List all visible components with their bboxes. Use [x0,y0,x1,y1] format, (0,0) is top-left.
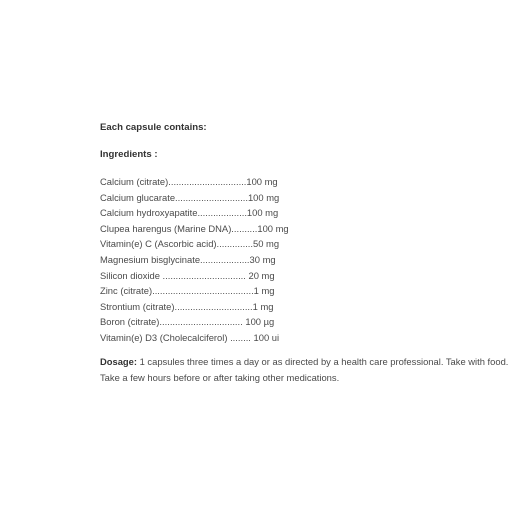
ingredient-item: Vitamin(e) D3 (Cholecalciferol) ........ 100 ui [100,331,280,343]
ingredient-item: Strontium (citrate)..............................1 mg [100,300,274,312]
ingredient-item: Calcium (citrate)..............................100 mg [100,176,278,187]
ingredient-item: Magnesium bisglycinate...................30 mg [100,253,276,265]
dosage-label: Dosage: [100,355,137,367]
ingredient-list [100,174,520,346]
ingredient-item: Zinc (citrate).......................................1 mg [100,285,275,297]
dosage-text: 1 capsules three times a day or as directed by a health care professional. Take with food. Take a few hours before or after taking other medications. [100,355,509,384]
ingredient-item: Clupea harengus (Marine DNA)..........100 mg [100,222,289,234]
capsule-heading: Each capsule contains: [100,122,207,133]
ingredient-item: Calcium glucarate............................100 mg [100,191,280,203]
ingredient-item: Boron (citrate)................................ 100 µg [100,316,275,328]
ingredient-item: Calcium hydroxyapatite...................100 mg [100,207,279,219]
supplement-facts [100,121,520,387]
ingredients-heading: Ingredients : [100,149,158,160]
dosage-paragraph [100,354,515,387]
ingredient-item: Silicon dioxide ................................ 20 mg [100,269,275,281]
ingredient-item: Vitamin(e) C (Ascorbic acid)..............50 mg [100,238,280,250]
